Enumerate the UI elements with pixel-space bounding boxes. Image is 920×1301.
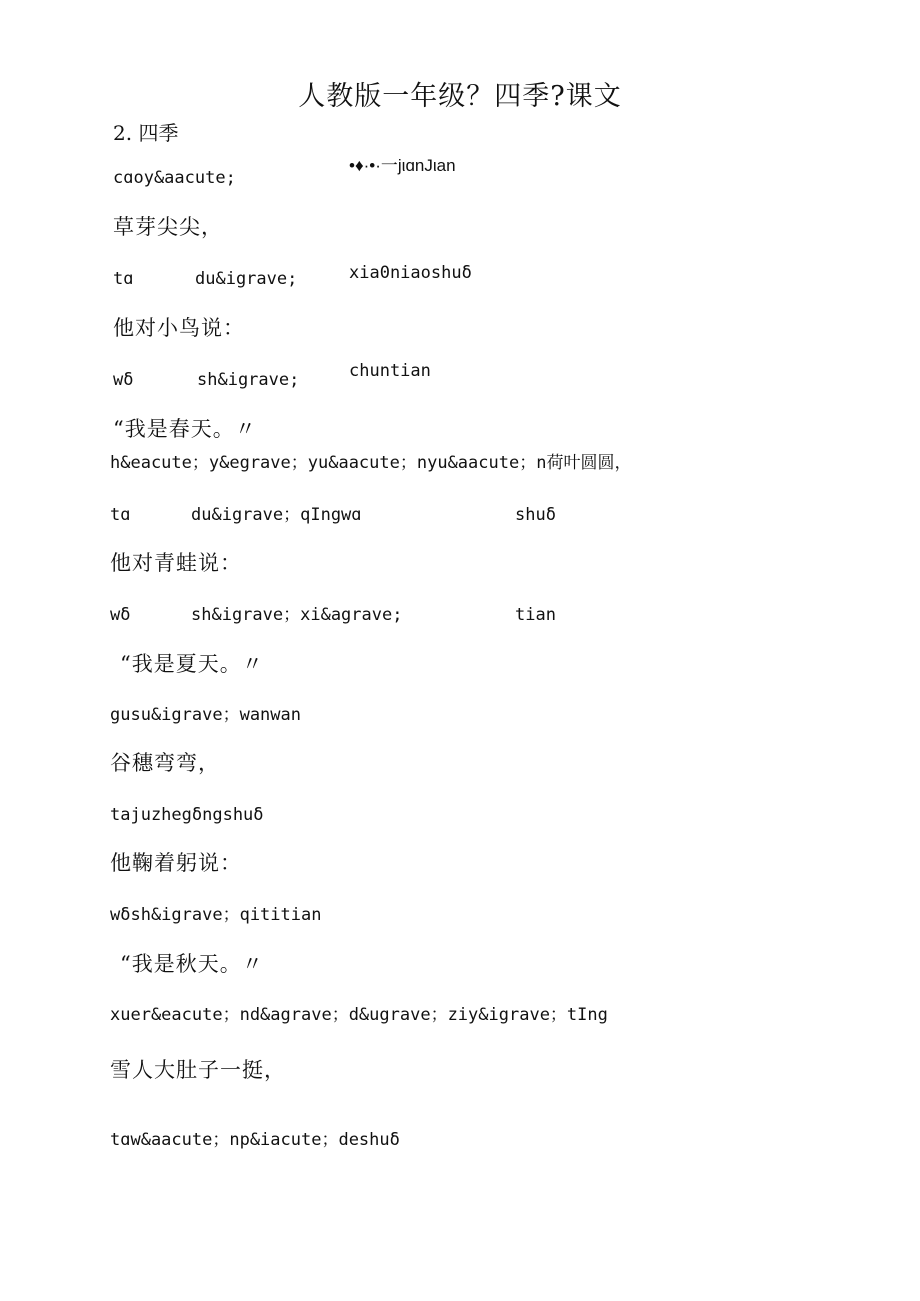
pinyin-line-18: xuer&eacute；nd&agrave；d&ugrave；ziy&igrave；tIng — [110, 1005, 608, 1025]
pinyin-line-5-b: sh&igrave; — [197, 370, 300, 390]
pinyin-line-10-a: wδ — [110, 605, 131, 625]
pinyin-line-8-a: tɑ — [110, 505, 131, 525]
text-line-19: 雪人大肚子一挺， — [110, 1058, 286, 1082]
lesson-heading: 2. 四季 — [113, 121, 179, 145]
pinyin-line-8-b: du&igrave；qIngwɑ — [191, 505, 362, 525]
pinyin-line-5-c: chuntian — [349, 361, 431, 381]
page-title: 人教版一年级？四季?课文 — [298, 81, 622, 112]
text-line-4: 他对小鸟说： — [113, 316, 245, 340]
pinyin-line-16: wδsh&igrave；qititian — [110, 905, 322, 925]
pinyin-line-12: gusu&igrave；wanwan — [110, 705, 301, 725]
pinyin-line-5-a: wδ — [113, 370, 134, 390]
pinyin-line-1-b: •♦·•·一jιɑnJιan — [349, 156, 456, 175]
pinyin-line-10-b: sh&igrave；xi&agrave; — [191, 605, 403, 625]
text-line-11: “我是夏天。〃 — [120, 652, 264, 676]
pinyin-line-20: tɑw&aacute；np&iacute；deshuδ — [110, 1130, 400, 1150]
pinyin-line-3-b: du&igrave; — [195, 269, 298, 289]
pinyin-line-1-a: cɑoy&aacute; — [113, 168, 236, 188]
text-line-6: “我是春天。〃 — [113, 417, 257, 441]
text-line-15: 他鞠着躬说： — [110, 851, 242, 875]
text-line-2: 草芽尖尖， — [113, 215, 223, 239]
pinyin-line-3-a: tɑ — [113, 269, 134, 289]
text-line-13: 谷穗弯弯， — [110, 751, 220, 775]
text-line-17: “我是秋天。〃 — [120, 952, 264, 976]
pinyin-line-3-c: xia0niaoshuδ — [349, 263, 472, 283]
pinyin-line-8-c: shuδ — [515, 505, 556, 525]
text-line-7: h&eacute；y&egrave；yu&aacute；nyu&aacute；n荷叶圆圆， — [110, 453, 632, 473]
pinyin-line-14: tajuzhegδngshuδ — [110, 805, 264, 825]
text-line-9: 他对青蛙说： — [110, 551, 242, 575]
pinyin-line-10-c: tian — [515, 605, 556, 625]
